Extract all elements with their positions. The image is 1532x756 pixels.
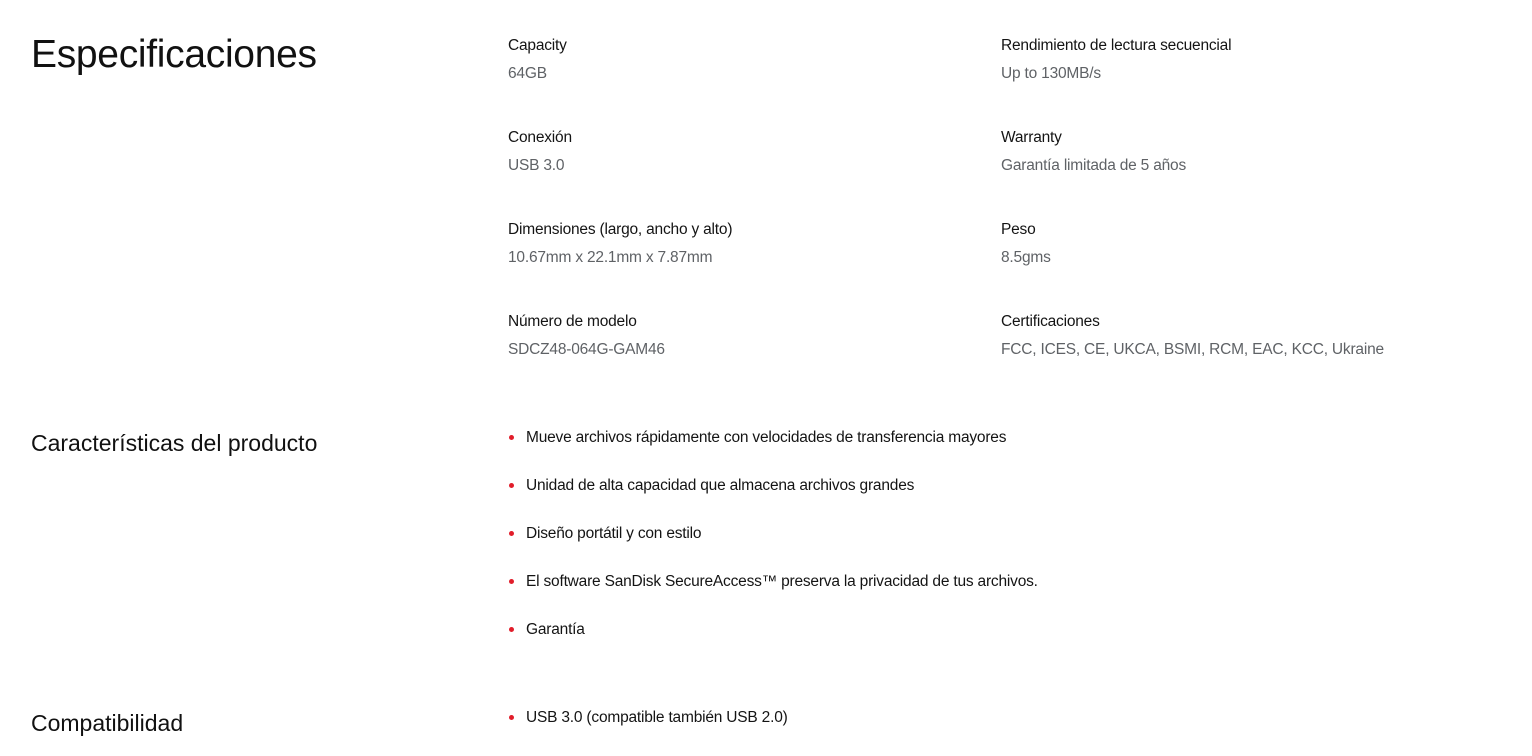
compatibility-title: Compatibilidad — [31, 710, 184, 736]
feature-item — [508, 572, 1038, 620]
spec-value: SDCZ48-064G-GAM46 — [508, 341, 665, 358]
spec-certifications — [1001, 312, 1481, 359]
bullet-dot-icon — [509, 627, 514, 632]
spec-weight — [1001, 220, 1481, 267]
spec-warranty — [1001, 128, 1481, 175]
feature-text: Diseño portátil y con estilo — [526, 525, 702, 542]
spec-read-performance — [1001, 36, 1481, 83]
compatibility-item — [508, 708, 788, 756]
spec-value: Garantía limitada de 5 años — [1001, 157, 1187, 174]
bullet-dot-icon — [509, 435, 514, 440]
feature-text: Unidad de alta capacidad que almacena archivos grandes — [526, 477, 915, 494]
compatibility-text: USB 3.0 (compatible también USB 2.0) — [526, 709, 788, 726]
bullet-dot-icon — [509, 483, 514, 488]
specifications-title: Especificaciones — [31, 33, 317, 76]
feature-text: Mueve archivos rápidamente con velocidades de transferencia mayores — [526, 429, 1007, 446]
feature-item — [508, 524, 1038, 572]
feature-item — [508, 620, 1038, 668]
spec-model-number — [508, 312, 988, 359]
feature-text: Garantía — [526, 621, 585, 638]
spec-capacity — [508, 36, 988, 83]
spec-label: Número de modelo — [508, 313, 637, 330]
features-list — [508, 428, 1038, 668]
spec-connection — [508, 128, 988, 175]
spec-label: Peso — [1001, 221, 1036, 238]
bullet-dot-icon — [509, 531, 514, 536]
feature-text: El software SanDisk SecureAccess™ preserva la privacidad de tus archivos. — [526, 573, 1038, 590]
bullet-dot-icon — [509, 579, 514, 584]
specifications-grid — [508, 36, 1508, 396]
spec-value: USB 3.0 — [508, 157, 565, 174]
spec-value: FCC, ICES, CE, UKCA, BSMI, RCM, EAC, KCC, Ukraine — [1001, 341, 1384, 358]
feature-item — [508, 428, 1038, 476]
spec-value: 8.5gms — [1001, 249, 1051, 266]
spec-value: 64GB — [508, 65, 547, 82]
spec-label: Capacity — [508, 37, 567, 54]
spec-label: Dimensiones (largo, ancho y alto) — [508, 221, 733, 238]
spec-label: Conexión — [508, 129, 572, 146]
spec-value: 10.67mm x 22.1mm x 7.87mm — [508, 249, 713, 266]
spec-label: Rendimiento de lectura secuencial — [1001, 37, 1232, 54]
features-title: Características del producto — [31, 430, 318, 456]
spec-value: Up to 130MB/s — [1001, 65, 1101, 82]
feature-item — [508, 476, 1038, 524]
spec-label: Certificaciones — [1001, 313, 1100, 330]
spec-dimensions — [508, 220, 988, 267]
compatibility-list — [508, 708, 788, 756]
spec-label: Warranty — [1001, 129, 1062, 146]
bullet-dot-icon — [509, 715, 514, 720]
